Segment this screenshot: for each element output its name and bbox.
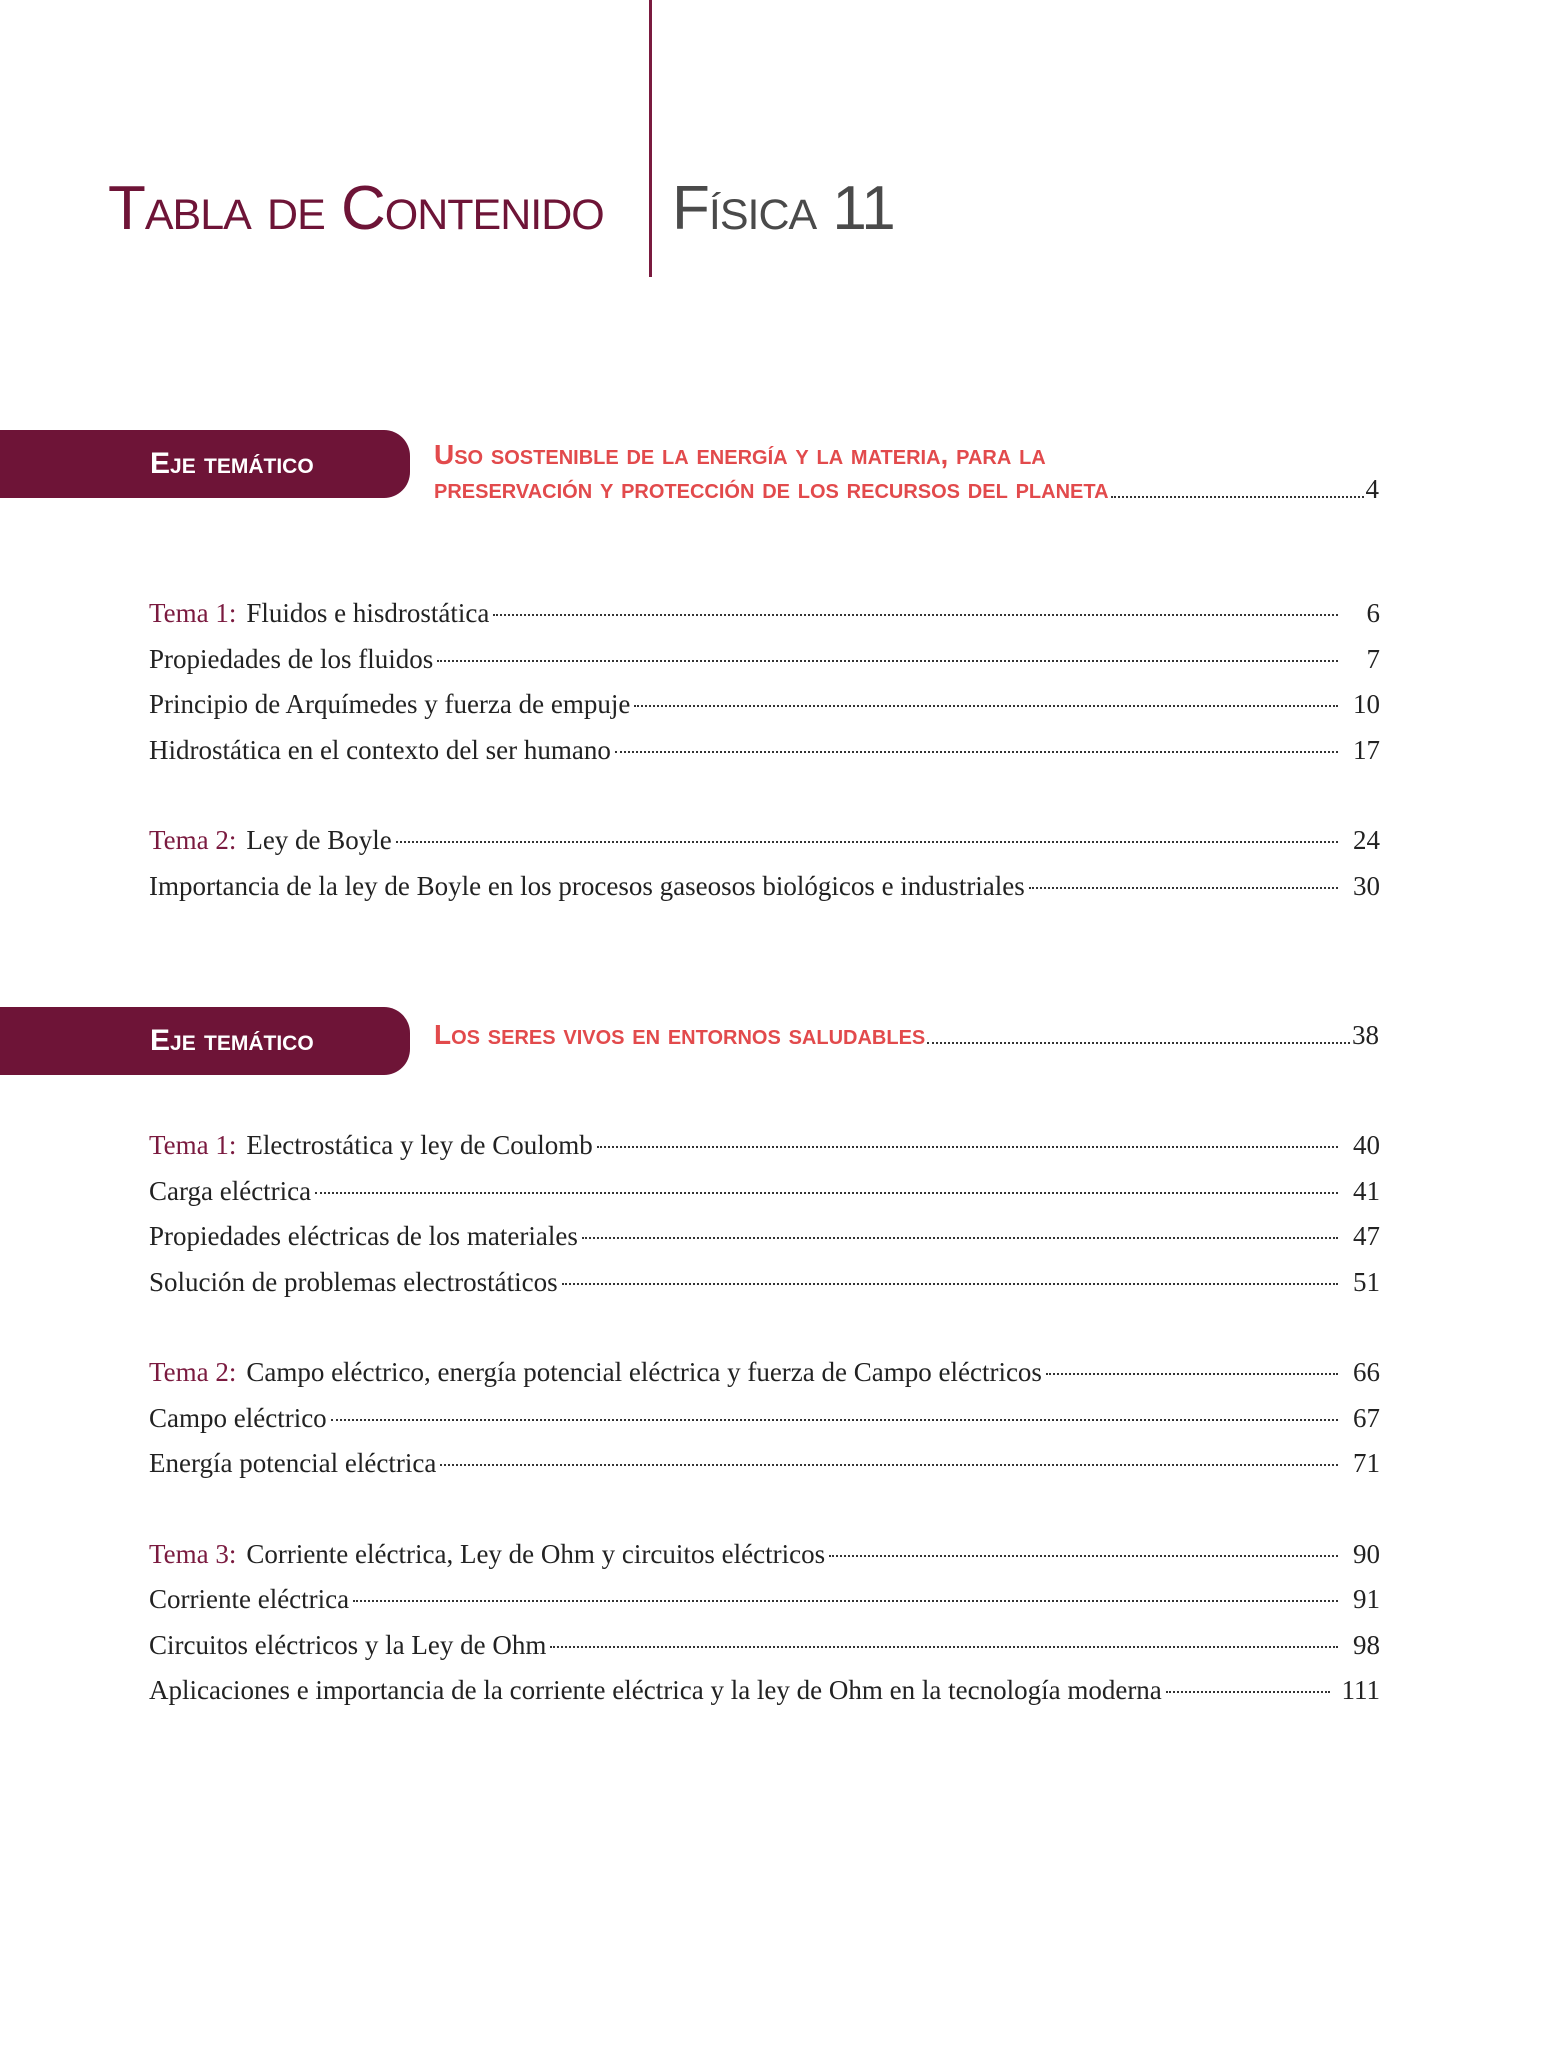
eje-tab-label: Eje temático (150, 1024, 314, 1057)
eje-heading-line2: preservación y protección de los recursos del planeta (434, 473, 1109, 504)
eje-heading-1[interactable] (434, 438, 1379, 506)
toc-entry[interactable] (149, 1403, 1380, 1449)
eje-tab-2 (0, 1007, 410, 1075)
toc-entry-title: Corriente eléctrica (149, 1584, 350, 1614)
eje-page-number: 4 (1365, 474, 1379, 504)
toc-entry-page: 51 (1353, 1266, 1380, 1297)
toc-entry[interactable] (149, 1130, 1380, 1176)
eje-heading-2[interactable] (434, 1018, 1379, 1052)
toc-entry-title: Energía potencial eléctrica (149, 1448, 437, 1478)
toc-entry-title: Aplicaciones e importancia de la corriente eléctrica y la ley de Ohm en la tecnología moderna (149, 1675, 1162, 1705)
tema-label: Tema 1: (149, 598, 237, 628)
tema-label: Tema 2: (149, 1357, 237, 1387)
toc-entry[interactable] (149, 825, 1380, 871)
toc-entry-title: Hidrostática en el contexto del ser humano (149, 734, 611, 765)
header-divider (649, 0, 652, 277)
leader-dots (927, 1042, 1350, 1044)
toc-entry-page: 47 (1353, 1221, 1380, 1251)
subject-title: Física 11 (672, 174, 895, 243)
leader-dots (562, 1283, 1338, 1285)
group-gap (149, 1494, 1380, 1539)
toc-entry-title: Campo eléctrico (149, 1402, 327, 1433)
toc-entry[interactable] (149, 1267, 1380, 1313)
leader-dots (315, 1192, 1338, 1194)
toc-entry[interactable] (149, 1176, 1380, 1222)
tema-label: Tema 1: (149, 1130, 237, 1160)
leader-dots (634, 705, 1338, 707)
eje-page-number: 38 (1352, 1020, 1379, 1050)
leader-dots (829, 1555, 1338, 1557)
toc-entry-page: 40 (1353, 1130, 1380, 1160)
toc-entry-title: Corriente eléctrica, Ley de Ohm y circuitos eléctricos (246, 1538, 826, 1569)
toc-entry-page: 7 (1366, 643, 1380, 674)
toc-entry[interactable] (149, 1539, 1380, 1585)
leader-dots (353, 1600, 1338, 1602)
group-gap (149, 780, 1380, 825)
toc-entry-title: Solución de problemas electrostáticos (149, 1266, 558, 1297)
leader-dots (582, 1237, 1338, 1239)
tema-label: Tema 3: (149, 1538, 237, 1569)
toc-entry-page: 30 (1353, 870, 1380, 901)
leader-dots (493, 614, 1338, 616)
toc-entry[interactable] (149, 1221, 1380, 1267)
toc-entry-title: Campo eléctrico, energía potencial eléctrica y fuerza de Campo eléctricos (246, 1357, 1042, 1387)
toc-entry-page: 111 (1341, 1675, 1380, 1705)
toc-entry-title: Importancia de la ley de Boyle en los procesos gaseosos biológicos e industriales (149, 870, 1025, 901)
page-title: Tabla de Contenido (108, 174, 604, 243)
toc-entry[interactable] (149, 689, 1380, 735)
toc-entry-page: 98 (1353, 1629, 1380, 1660)
toc-entry-title: Carga eléctrica (149, 1175, 312, 1206)
leader-dots (597, 1146, 1338, 1148)
toc-entry-page: 90 (1353, 1538, 1380, 1569)
toc-entry[interactable] (149, 1357, 1380, 1403)
toc-entry[interactable] (149, 1448, 1380, 1494)
eje-heading-line1: Los seres vivos en entornos saludables (434, 1019, 926, 1050)
toc-entry-title: Propiedades eléctricas de los materiales (149, 1221, 578, 1251)
toc-entry-title: Propiedades de los fluidos (149, 643, 434, 674)
leader-dots (440, 1464, 1338, 1466)
toc-entry-title: Principio de Arquímedes y fuerza de empuje (149, 689, 631, 719)
tema-label: Tema 2: (149, 825, 237, 855)
eje-tab-1 (0, 430, 410, 498)
toc-entry-page: 91 (1353, 1584, 1380, 1614)
leader-dots (396, 841, 1338, 843)
group-gap (149, 1312, 1380, 1357)
toc-entry-page: 17 (1353, 734, 1380, 765)
toc-entry-page: 66 (1353, 1357, 1380, 1387)
leader-dots (1166, 1691, 1330, 1693)
toc-entry[interactable] (149, 1675, 1380, 1721)
leader-dots (550, 1646, 1338, 1648)
toc-entry[interactable] (149, 644, 1380, 690)
toc-entry-page: 6 (1366, 598, 1380, 628)
toc-entry[interactable] (149, 1630, 1380, 1676)
toc-entry-page: 71 (1353, 1448, 1380, 1478)
leader-dots (1029, 887, 1338, 889)
leader-dots (1111, 496, 1364, 498)
toc-entry-page: 24 (1353, 825, 1380, 855)
leader-dots (437, 660, 1338, 662)
toc-section-2 (149, 1130, 1380, 1721)
leader-dots (331, 1419, 1338, 1421)
toc-entry-page: 41 (1353, 1175, 1380, 1206)
toc-entry-title: Circuitos eléctricos y la Ley de Ohm (149, 1629, 547, 1660)
toc-entry[interactable] (149, 735, 1380, 781)
toc-entry-page: 10 (1353, 689, 1380, 719)
toc-entry-title: Electrostática y ley de Coulomb (246, 1130, 593, 1160)
toc-entry[interactable] (149, 1584, 1380, 1630)
leader-dots (1046, 1373, 1338, 1375)
toc-entry-title: Ley de Boyle (246, 825, 392, 855)
leader-dots (615, 751, 1338, 753)
eje-tab-label: Eje temático (150, 447, 314, 480)
toc-entry[interactable] (149, 871, 1380, 917)
eje-heading-line1: Uso sostenible de la energía y la materia, para la (434, 439, 1046, 470)
toc-entry-title: Fluidos e hisdrostática (246, 598, 490, 628)
toc-entry-page: 67 (1353, 1402, 1380, 1433)
toc-entry[interactable] (149, 598, 1380, 644)
toc-section-1 (149, 598, 1380, 916)
